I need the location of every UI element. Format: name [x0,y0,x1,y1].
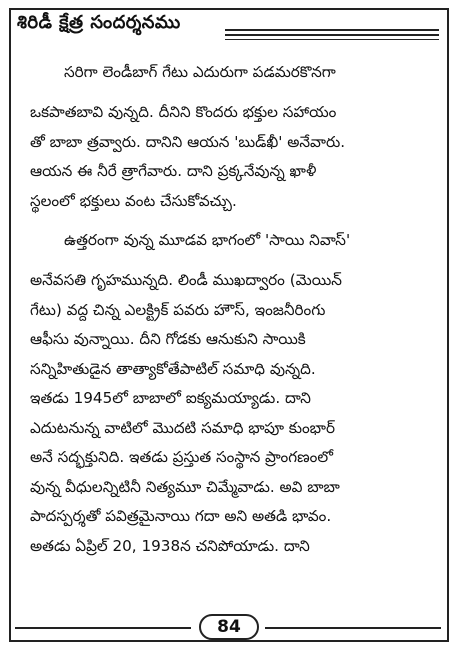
text-line: ఎదుటనున్న వాటిలో మొదటి సమాధి భాపూ కుంభార్ [30,418,335,437]
header-rule [225,29,439,31]
page-number: 84 [199,614,259,640]
text-line: గేటు) వద్ద చిన్న ఎలక్ట్రిక్ పవరు హౌస్, ఇంజనీరింగు [30,300,326,319]
text-line: వున్న వీధులన్నిటినీ నిత్యమూ చిమ్మేవాడు. అవి బాబా [30,477,340,496]
body-text [30,58,432,561]
text-line: పాదస్పర్శతో పవిత్రమైనాయి గదా అని అతడి భావం. [30,507,332,525]
text-line: అనేవసతి గృహమున్నది. లిండీ ముఖద్వారం (మెయిన్ [30,271,342,289]
page-footer [11,614,447,642]
text-line: సన్నిహితుడైన తాత్యాకోతేపాటిల్ సమాధి వున్నది. [30,359,316,378]
running-title: శిరిడీ క్షేత్ర సందర్శనము [17,12,181,33]
text-line: ఆఫీసు వున్నాయి. దీని గోడకు ఆనుకుని సాయికి [30,330,306,348]
text-line: తో బాబా త్రవ్వారు. దానిని ఆయన 'బుడ్‌ఖీ' అనేవారు. [30,132,346,151]
text-line: అనే సద్భక్తునిది. ఇతడు ప్రస్తుత సంస్థాన ప్రాంగణంలో [30,448,333,466]
text-line: అతడు ఏప్రిల్ 20, 1938న చనిపోయాడు. దాని [30,536,310,555]
text-line: ఒకపాతబావి వున్నది. దీనిని కొందరు భక్తుల సహాయం [30,103,337,121]
footer-rule [265,627,441,629]
footer-rule [15,627,191,629]
paragraph [30,226,432,561]
header-rule [225,39,439,40]
text-line: ఇతడు 1945లో బాబాలో ఐక్యమయ్యాడు. దాని [30,389,311,407]
text-line: సరిగా లెండీబాగ్ గేటు ఎదురుగా పడమరకొనగా [64,63,336,81]
text-line: ఉత్తరంగా వున్న మూడవ భాగంలో 'సాయి నివాస్' [64,231,351,249]
text-line: స్థలంలో భక్తులు వంట చేసుకోవచ్చు. [30,191,237,210]
text-line: ఆయన ఈ నీరే త్రాగేవారు. దాని ప్రక్కనేవున్న ఖాళీ [30,162,317,180]
paragraph [30,58,432,216]
page-header [11,10,447,44]
header-rule [225,34,439,36]
